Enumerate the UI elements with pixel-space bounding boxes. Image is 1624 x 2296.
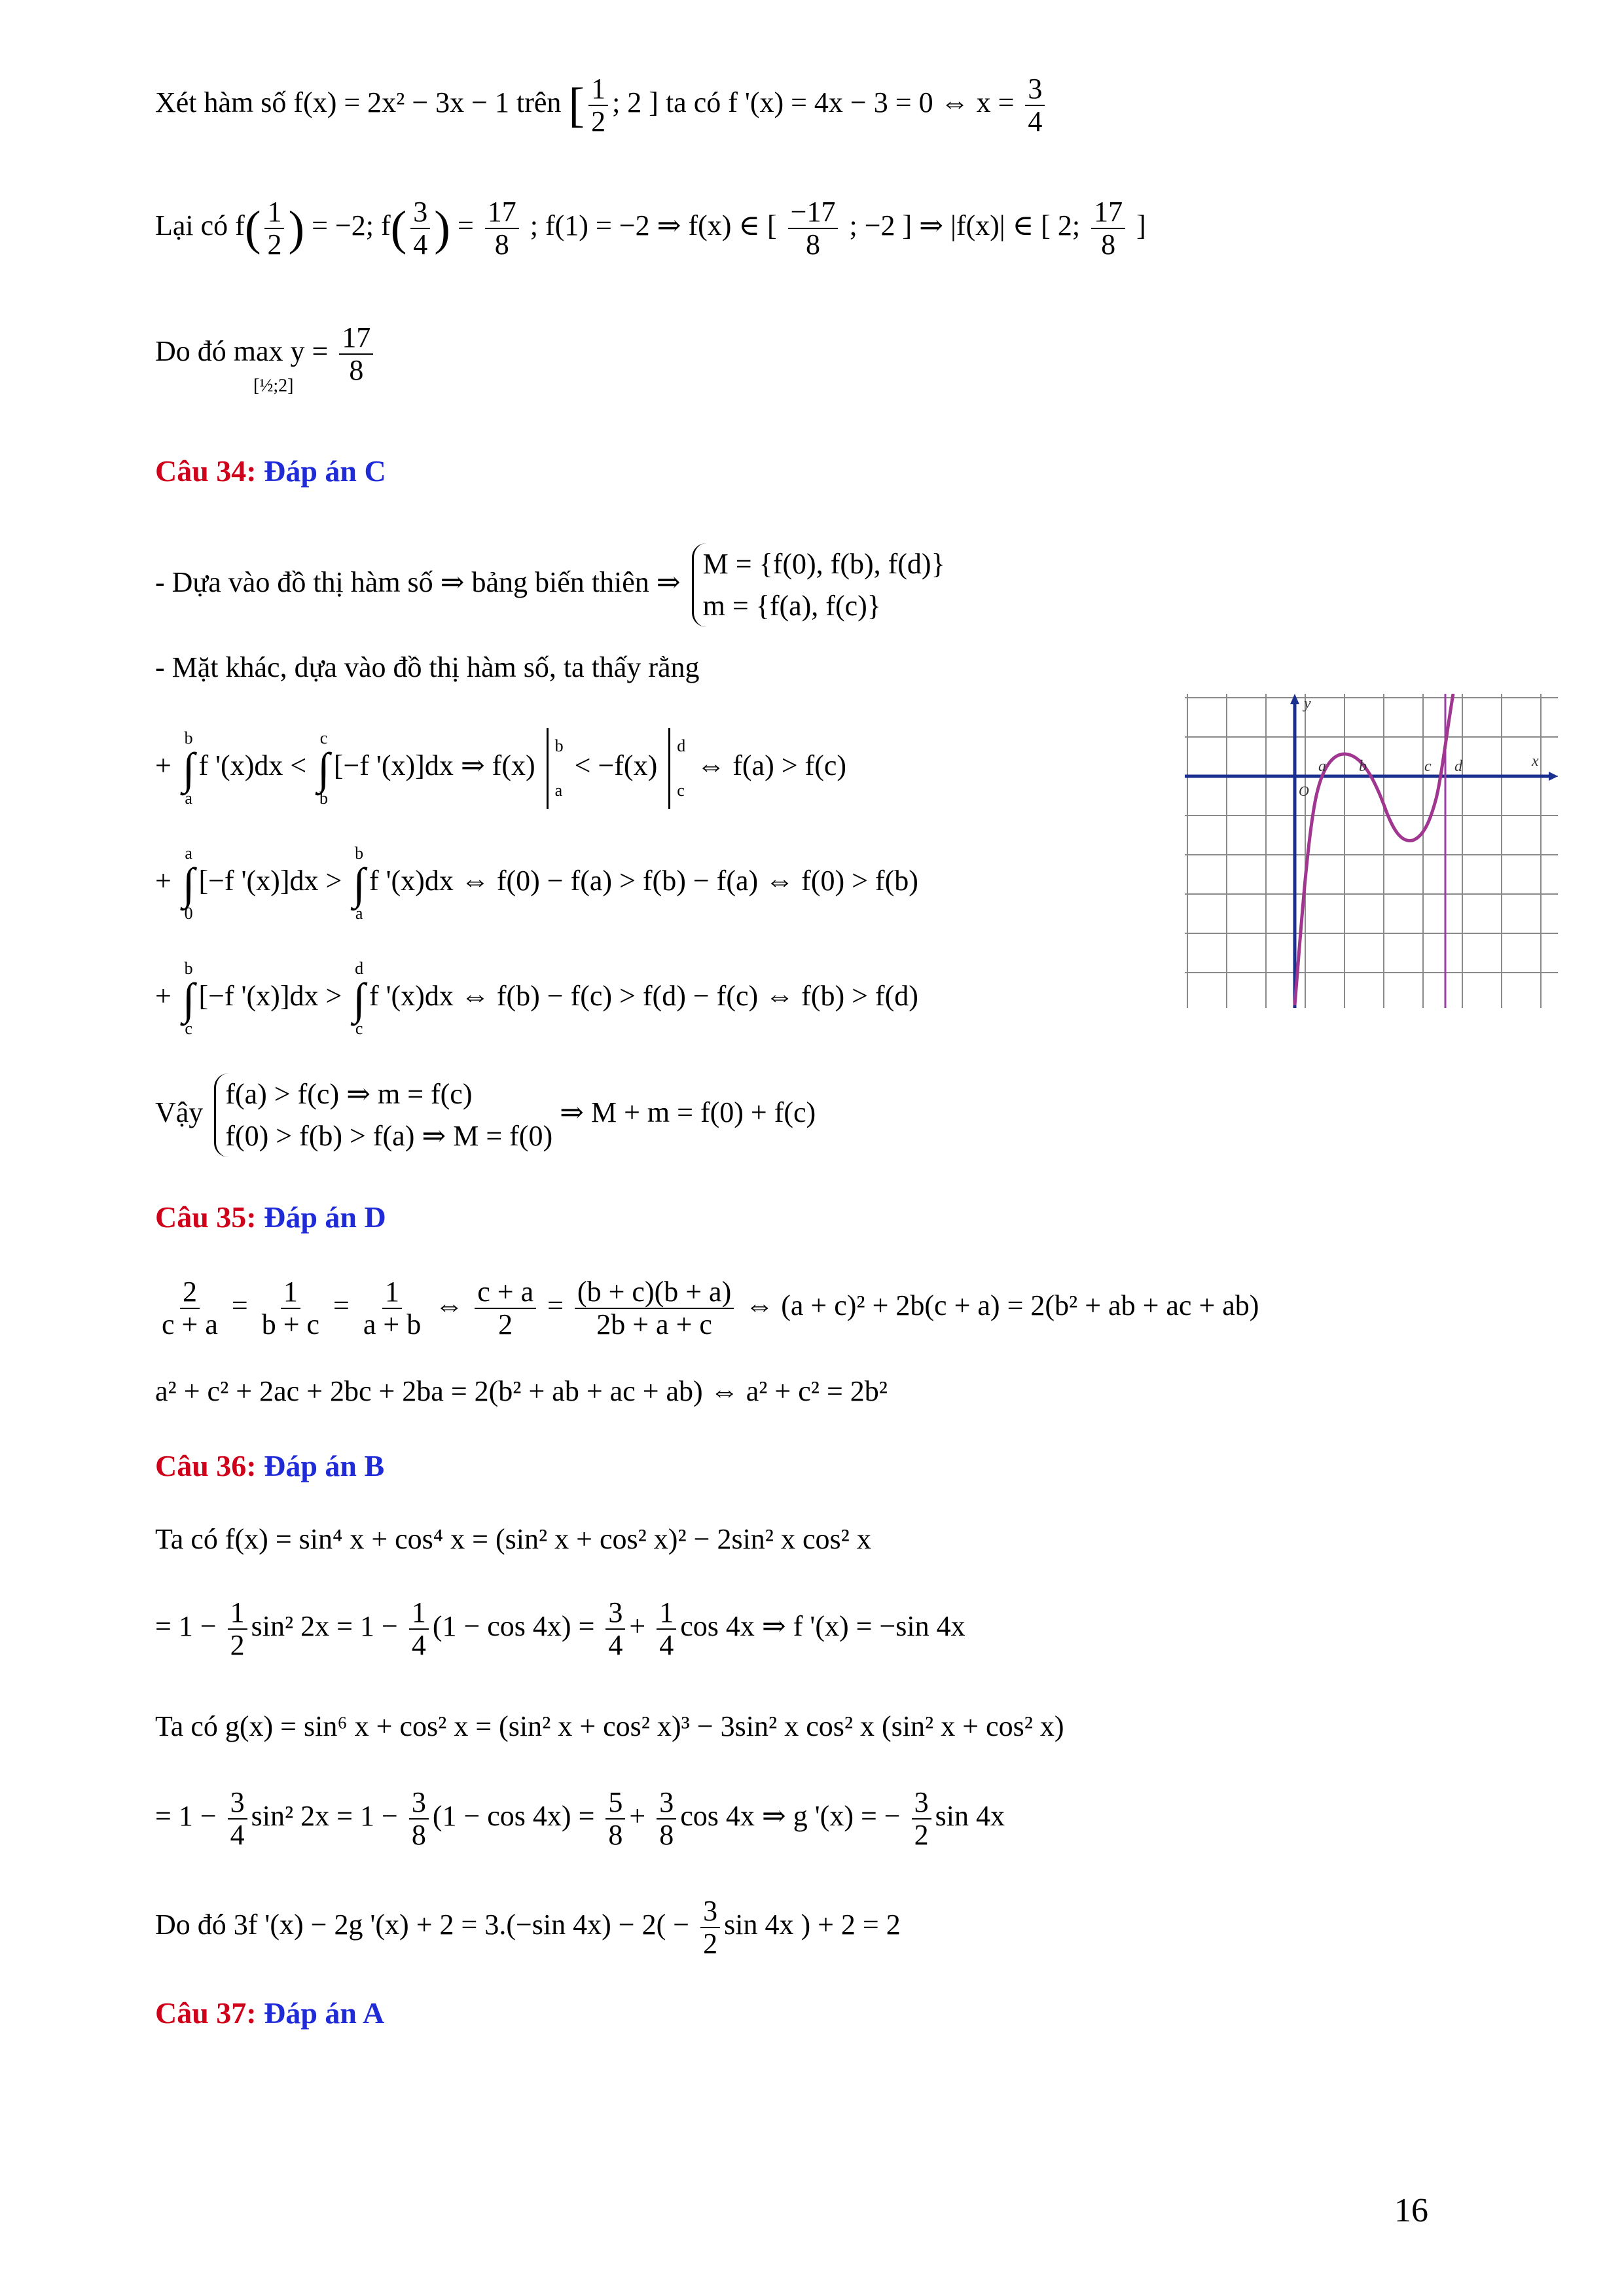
derivative-graph	[1185, 694, 1558, 1008]
derivative-curve	[1295, 694, 1453, 1005]
q34-integral-2: + a ∫ 0 [−f '(x)]dx > b ∫ a f '(x)dx ⇔ f(0) − f(a) > f(b) − f(a) ⇔ f(0) > f(b)	[155, 844, 918, 923]
graph-label-x: x	[1532, 753, 1539, 770]
q36-row-3: Ta có g(x) = sin⁶ x + cos² x = (sin² x + cos² x)³ − 3sin² x cos² x (sin² x + cos² x)	[155, 1710, 1064, 1742]
page-number: 16	[1394, 2192, 1428, 2229]
q36-row-2: = 1 − $\frac{1}{2}$ sin² 2x = 1 − $\frac{1}{4}$ (1 − cos 4x) = $\frac{3}{4}$ + $\frac{1}{4}$ cos 4x ⇒ f '(x) = −sin 4x	[155, 1596, 965, 1661]
q34-conclusion: Vậy f(a) > f(c) ⇒ m = f(c) f(0) > f(b) > f(a) ⇒ M = f(0) ⇒ M + m = f(0) + f(c)	[155, 1073, 816, 1157]
graph-label-o: O	[1299, 783, 1309, 799]
graph-label-d: d	[1454, 758, 1462, 775]
q35-heading: Câu 35: Đáp án D	[155, 1200, 386, 1234]
line-lai-co: Lại có f( $\frac{1}{2}$ ) = −2; f( $\frac{3}{4}$ ) = $\frac{17}{8}$ ; f(1) = −2 ⇒ f(x) ∈ [ $\frac{-17}{8}$ ; −2 ] ⇒ |f(x)| ∈ [ 2; $\frac{17}{8}$ ]	[155, 196, 1146, 260]
line-xet-ham-so: Xét hàm số f(x) = 2x² − 3x − 1 trên [ $\frac{1}{2}$ ; 2 ] ta có f '(x) = 4x − 3 = 0 ⇔ x = $\frac{3}{4}$	[155, 73, 1049, 137]
q36-row-5: Do đó 3f '(x) − 2g '(x) + 2 = 3.(−sin 4x) − 2( − $\frac{3}{2}$ sin 4x ) + 2 = 2	[155, 1895, 901, 1960]
x-axis-arrow	[1549, 772, 1558, 781]
q35-row-2: a² + c² + 2ac + 2bc + 2ba = 2(b² + ab + ac + ab) ⇔ a² + c² = 2b²	[155, 1375, 888, 1407]
graph-label-c: c	[1424, 758, 1432, 775]
q34-heading: Câu 34: Đáp án C	[155, 454, 386, 488]
q34-integral-1: + b ∫ a f '(x)dx < c ∫ b [−f '(x)]dx ⇒ f(x) b a < −f(x) d c ⇔ f(a) > f(c)	[155, 728, 847, 808]
q36-row-1: Ta có f(x) = sin⁴ x + cos⁴ x = (sin² x + cos² x)² − 2sin² x cos² x	[155, 1523, 871, 1555]
grid	[1185, 694, 1558, 1008]
q36-heading: Câu 36: Đáp án B	[155, 1449, 385, 1482]
q37-heading: Câu 37: Đáp án A	[155, 1996, 385, 2030]
line-do-do-max: Do đó max y = $\frac{17}{8}$ [½;2]	[155, 322, 377, 386]
graph-label-b: b	[1359, 758, 1367, 775]
graph-label-a: a	[1318, 758, 1326, 775]
q34-p1: - Dựa vào đồ thị hàm số ⇒ bảng biến thiên ⇒ M = {f(0), f(b), f(d)} m = {f(a), f(c)}	[155, 543, 945, 627]
q34-integral-3: + b ∫ c [−f '(x)]dx > d ∫ c f '(x)dx ⇔ f(b) − f(c) > f(d) − f(c) ⇔ f(b) > f(d)	[155, 959, 918, 1038]
q35-row-1: $\frac{2}{c + a}$ = $\frac{1}{b + c}$ = $\frac{1}{a + b}$ ⇔ $\frac{c + a}{2}$ = $\frac{(b + c)(b + a)}{2b + a + c}$ ⇔ (a + c)² + 2b(c + a) = 2(b² + ab + ac + ab)	[162, 1276, 1259, 1340]
y-axis-arrow	[1290, 694, 1299, 704]
max-subscript: [½;2]	[253, 376, 294, 396]
q36-row-4: = 1 − $\frac{3}{4}$ sin² 2x = 1 − $\frac{3}{8}$ (1 − cos 4x) = $\frac{5}{8}$ + $\frac{3}{8}$ cos 4x ⇒ g '(x) = − $\frac{3}{2}$ sin 4x	[155, 1786, 1005, 1851]
graph-label-y: y	[1304, 695, 1311, 712]
q34-p2: - Mặt khác, dựa vào đồ thị hàm số, ta thấy rằng	[155, 651, 700, 683]
